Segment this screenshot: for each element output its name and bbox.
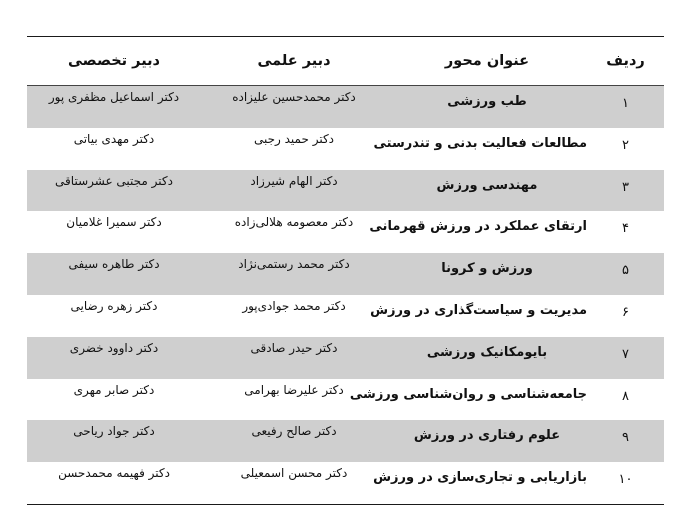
header-specialized-secretary: دبیر تخصصی: [67, 53, 160, 69]
row-scientific-secretary: دکتر محمد جوادی‌پور: [242, 298, 346, 313]
row-index: ۱۰: [618, 472, 633, 488]
row-scientific-secretary: دکتر محسن اسمعیلی: [240, 466, 348, 481]
row-index: ۳: [622, 179, 629, 195]
row-specialized-secretary: دکتر زهره رضایی: [70, 298, 158, 313]
row-scientific-secretary: دکتر علیرضا بهرامی: [244, 382, 344, 397]
row-specialized-secretary: دکتر سمیرا غلامیان: [66, 215, 162, 230]
row-specialized-secretary: دکتر صابر مهری: [73, 382, 155, 397]
secretaries-table: [27, 36, 664, 505]
table-row: [27, 462, 664, 504]
header-scientific-secretary: دبیر علمی: [257, 53, 331, 69]
row-scientific-secretary: دکتر محمد رستمی‌نژاد: [238, 257, 350, 272]
row-scientific-secretary: دکتر محمدحسین علیزاده: [232, 90, 356, 104]
bottom-rule: [27, 504, 664, 505]
table-row: [27, 379, 664, 421]
row-index: ۸: [622, 388, 629, 404]
table-row: [27, 86, 664, 128]
table-row: [27, 420, 664, 462]
row-specialized-secretary: دکتر اسماعیل مظفری پور: [48, 90, 180, 104]
row-topic: ورزش و کرونا: [441, 261, 533, 277]
table-row: [27, 211, 664, 253]
table-row: [27, 128, 664, 170]
row-index: ۱: [622, 96, 629, 111]
row-scientific-secretary: دکتر حیدر صادقی: [250, 340, 338, 355]
row-index: ۹: [622, 430, 629, 446]
row-topic: مهندسی ورزش: [436, 177, 538, 193]
row-specialized-secretary: دکتر مهدی بیاتی: [73, 131, 155, 146]
table-header-row: [27, 37, 664, 86]
table-row: [27, 253, 664, 295]
row-index: ۵: [622, 263, 629, 279]
row-specialized-secretary: دکتر مجتبی عشرستاقی: [55, 173, 173, 188]
row-topic: جامعه‌شناسی و روان‌شناسی ورزشی: [349, 386, 587, 402]
table-row: [27, 295, 664, 337]
row-index: ۷: [622, 346, 629, 362]
row-specialized-secretary: دکتر طاهره سیفی: [68, 257, 160, 272]
table-row: [27, 170, 664, 212]
row-topic: بازاریابی و تجاری‌سازی در ورزش: [373, 470, 587, 486]
row-index: ۴: [622, 221, 629, 237]
row-scientific-secretary: دکتر صالح رفیعی: [251, 424, 337, 439]
table-row: [27, 337, 664, 379]
row-index: ۶: [622, 304, 629, 320]
row-specialized-secretary: دکتر داوود خضری: [69, 340, 159, 355]
row-specialized-secretary: دکتر فهیمه محمدحسن: [58, 466, 170, 481]
header-index: ردیف: [606, 53, 645, 69]
row-topic: علوم رفتاری در ورزش: [413, 428, 561, 444]
row-topic: طب ورزشی: [447, 94, 527, 109]
row-topic: ارتقای عملکرد در ورزش قهرمانی: [369, 219, 587, 235]
row-topic: مدیریت و سیاست‌گذاری در ورزش: [370, 302, 587, 318]
row-topic: مطالعات فعالیت بدنی و تندرستی: [373, 135, 587, 151]
row-scientific-secretary: دکتر معصومه هلالی‌زاده: [234, 215, 354, 230]
row-topic: بایومکانیک ورزشی: [426, 344, 548, 360]
row-index: ۲: [622, 137, 629, 153]
row-scientific-secretary: دکتر حمید رجبی: [253, 131, 335, 146]
row-specialized-secretary: دکتر جواد ریاحی: [73, 424, 155, 439]
header-topic: عنوان محور: [444, 53, 530, 69]
row-scientific-secretary: دکتر الهام شیرزاد: [250, 173, 338, 188]
